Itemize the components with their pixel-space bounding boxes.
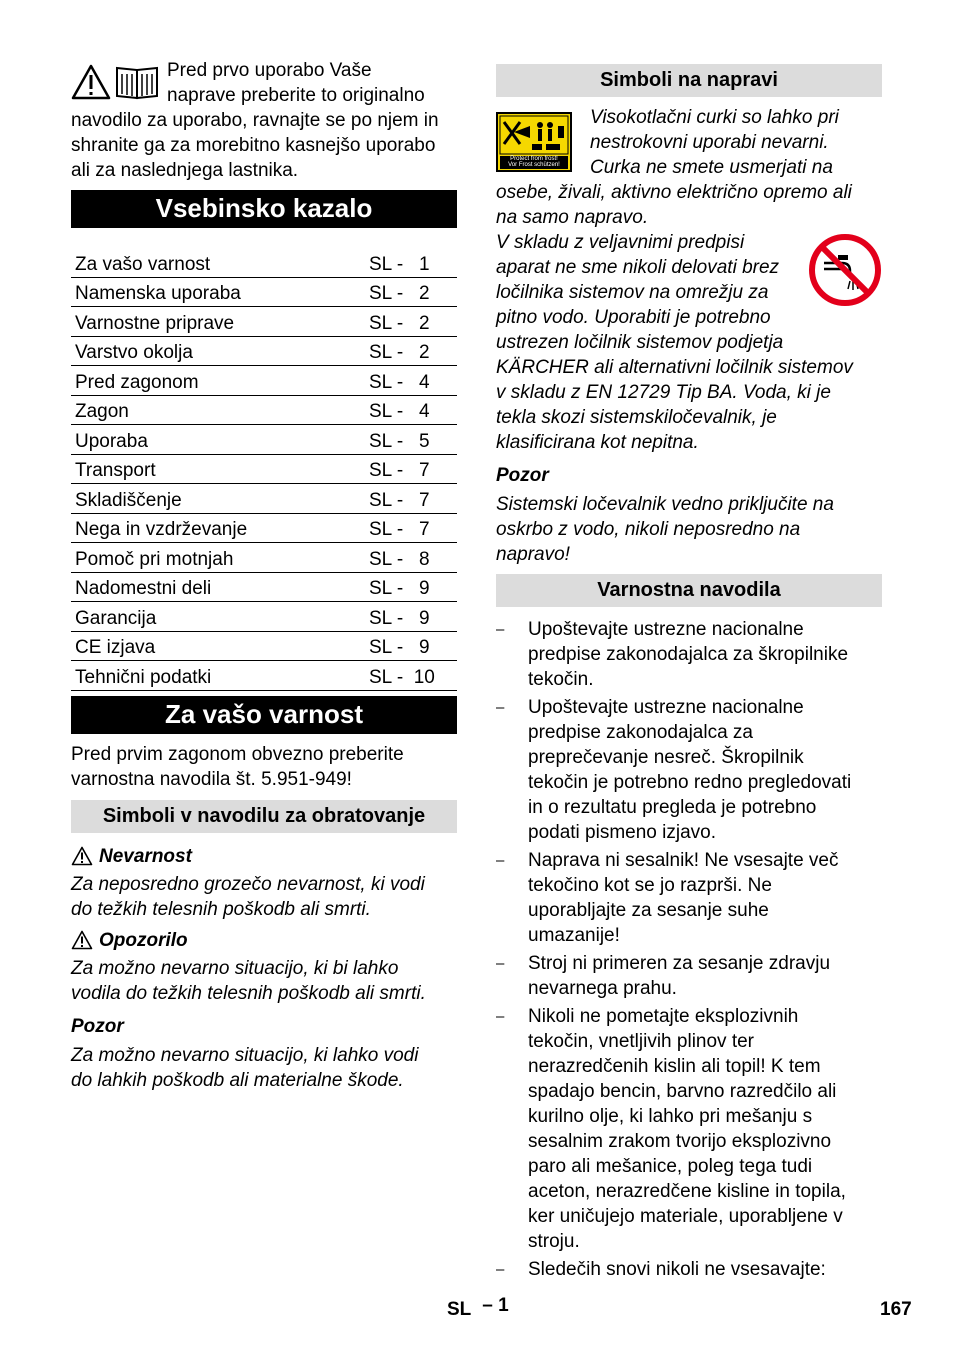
toc-label: Uporaba xyxy=(71,425,365,455)
list-item-line: paro ali mešanice, poleg tega tudi xyxy=(528,1156,813,1177)
toc-row[interactable] xyxy=(71,307,457,337)
safety-instructions-heading: Varnostna navodila xyxy=(496,574,882,607)
toc-page: SL - 9 xyxy=(365,572,457,602)
toc-label: Za vašo varnost xyxy=(71,248,365,277)
list-item xyxy=(496,695,882,845)
toc-page: SL - 7 xyxy=(365,484,457,514)
label-text xyxy=(500,156,568,168)
list-item-line: – Naprava ni sesalnik! Ne vsesajte več xyxy=(528,850,839,871)
danger-text-line: do težkih telesnih poškodb ali smrti. xyxy=(71,898,371,920)
toc-label: Zagon xyxy=(71,395,365,425)
jet-text-line: Visokotlačni curki so lahko pri xyxy=(590,107,839,128)
toc-page: SL - 5 xyxy=(365,425,457,455)
footer-section-page: – 1 xyxy=(482,1295,509,1316)
list-item xyxy=(496,951,882,1001)
toc-page: SL - 2 xyxy=(365,277,457,307)
footer-lang: SL xyxy=(447,1299,471,1320)
toc-row[interactable] xyxy=(71,336,457,366)
toc-label: Pomoč pri motnjah xyxy=(71,543,365,573)
list-item-line: – Upoštevajte ustrezne nacionalne xyxy=(528,697,804,718)
label-text-line: Protect from frost! xyxy=(510,156,558,162)
toc-page: SL - 9 xyxy=(365,602,457,632)
toc-label: Garancija xyxy=(71,602,365,632)
list-item-line: kurilno olje, ki lahko pri mešanju s xyxy=(528,1106,813,1127)
caution-block xyxy=(71,1014,457,1093)
warning-triangle-icon xyxy=(73,66,109,98)
intro-line: naprave preberite to originalno xyxy=(167,85,425,106)
toc-page: SL - 2 xyxy=(365,336,457,366)
safety-heading: Za vašo varnost xyxy=(71,696,457,734)
jet-warning-block xyxy=(496,105,882,230)
toc-label: Nadomestni deli xyxy=(71,572,365,602)
caution-label: Pozor xyxy=(71,1015,124,1037)
warning-triangle-icon xyxy=(71,930,93,950)
warning-text-line: vodila do težkih telesnih poškodb ali smrti. xyxy=(71,982,426,1004)
toc-row[interactable] xyxy=(71,454,457,484)
list-item xyxy=(496,617,882,692)
separator-text-line: ločilnika sistemov na omrežju za xyxy=(496,282,769,303)
danger-label: Nevarnost xyxy=(99,845,192,867)
list-item-line: nevarnega prahu. xyxy=(528,978,677,999)
separator-text-line: ustrezen ločilnik sistemov podjetja xyxy=(496,332,784,353)
separator-block xyxy=(496,230,882,455)
warning-triangle-icon xyxy=(71,846,93,866)
danger-head xyxy=(71,844,457,869)
separator-text-line: v skladu z EN 12729 Tip BA. Voda, ki je xyxy=(496,382,831,403)
list-item-line: sesalnim zrakom tvorijo eksplozivno xyxy=(528,1131,832,1152)
list-item xyxy=(496,1257,882,1282)
list-item-line: uporabljajte za sesanje suhe xyxy=(528,900,769,921)
intro-line: shranite ga za morebitno kasnejšo uporabo xyxy=(71,135,436,156)
toc-row[interactable] xyxy=(71,277,457,307)
page-number: 167 xyxy=(880,1299,912,1320)
device-caution-text-line: napravo! xyxy=(496,544,570,565)
toc-page: SL - 1 xyxy=(365,248,457,277)
list-item-line: aceton, nerazredčene kisline in topila, xyxy=(528,1181,846,1202)
list-item-line: stroju. xyxy=(528,1231,580,1252)
toc-row[interactable] xyxy=(71,513,457,543)
toc-page: SL - 8 xyxy=(365,543,457,573)
intro-notice xyxy=(71,58,457,183)
toc-label: Pred zagonom xyxy=(71,366,365,396)
device-caution-block xyxy=(496,463,882,567)
device-caution-label: Pozor xyxy=(496,465,549,486)
toc-label: Transport xyxy=(71,454,365,484)
caution-text-line: Za možno nevarno situacijo, ki lahko vodi xyxy=(71,1044,419,1066)
jet-text-line: osebe, živali, aktivno električno opremo ali xyxy=(496,182,852,203)
separator-text-line: pitno vodo. Uporabiti je potrebno xyxy=(496,307,771,328)
toc-row[interactable] xyxy=(71,631,457,661)
intro-line: Pred prvo uporabo Vaše xyxy=(167,60,372,81)
warning-text-line: Za možno nevarno situacijo, ki bi lahko xyxy=(71,957,399,979)
toc-label: Varnostne priprave xyxy=(71,307,365,337)
intro-icons xyxy=(71,64,161,100)
toc-row[interactable] xyxy=(71,395,457,425)
left-column xyxy=(71,58,457,1093)
separator-text-line: tekla skozi sistemskiločevalnik, je xyxy=(496,407,777,428)
toc-row[interactable] xyxy=(71,248,457,277)
toc-row[interactable] xyxy=(71,572,457,602)
toc-row[interactable] xyxy=(71,543,457,573)
list-item xyxy=(496,848,882,948)
footer-section xyxy=(447,1297,509,1322)
toc-page: SL - 9 xyxy=(365,631,457,661)
device-caution-text-line: oskrbo z vodo, nikoli neposredno na xyxy=(496,519,801,540)
toc-label: Nega in vzdrževanje xyxy=(71,513,365,543)
toc-label: Varstvo okolja xyxy=(71,336,365,366)
device-caution-text-line: Sistemski ločevalnik vedno priključite na xyxy=(496,494,834,515)
intro-line: ali za naslednjega lastnika. xyxy=(71,160,299,181)
list-item-line: tekočin. xyxy=(528,669,594,690)
list-item-line: ker uničujejo materiale, uporabljene v xyxy=(528,1206,843,1227)
toc-page: SL - 10 xyxy=(365,661,457,691)
toc-label: Tehnični podatki xyxy=(71,661,365,691)
list-item-line: spadajo bencin, barvno razredčilo ali xyxy=(528,1081,837,1102)
safety-instructions-list xyxy=(496,617,882,1282)
list-item-line: podati pismeno izjavo. xyxy=(528,822,716,843)
list-item-line: tekočin, vnetljivih plinov ter xyxy=(528,1031,754,1052)
caution-text-line: do lahkih poškodb ali materialne škode. xyxy=(71,1069,404,1091)
toc-row[interactable] xyxy=(71,366,457,396)
list-item-line: in o rezultatu pregleda je potrebno xyxy=(528,797,817,818)
list-item-line: – Upoštevajte ustrezne nacionalne xyxy=(528,619,804,640)
intro-line: navodilo za uporabo, ravnajte se po njem in xyxy=(71,110,439,131)
toc-heading: Vsebinsko kazalo xyxy=(71,190,457,228)
right-column xyxy=(496,64,882,1285)
separator-text-line: klasificirana kot nepitna. xyxy=(496,432,699,453)
toc-page: SL - 7 xyxy=(365,513,457,543)
separator-text-line: aparat ne sme nikoli delovati brez xyxy=(496,257,780,278)
warning-head xyxy=(71,928,457,953)
list-item-line: preprečevanje nesreč. Škropilnik xyxy=(528,747,804,768)
separator-text-line: KÄRCHER ali alternativni ločilnik sistemov xyxy=(496,357,853,378)
toc-label: CE izjava xyxy=(71,631,365,661)
toc-row[interactable] xyxy=(71,661,457,691)
list-item-line: – Stroj ni primeren za sesanje zdravju xyxy=(528,953,831,974)
safety-intro-line: Pred prvim zagonom obvezno preberite xyxy=(71,743,404,765)
jet-text-line: nestrokovni uporabi nevarni. xyxy=(590,132,829,153)
toc-label: Skladiščenje xyxy=(71,484,365,514)
list-item-line: – Sledečih snovi nikoli ne vsesavajte: xyxy=(528,1259,826,1280)
list-item xyxy=(496,1004,882,1254)
toc-page: SL - 4 xyxy=(365,395,457,425)
list-item-line: predpise zakonodajalca za škropilnike xyxy=(528,644,849,665)
toc-row[interactable] xyxy=(71,484,457,514)
list-item-line: predpise zakonodajalca za xyxy=(528,722,753,743)
symbols-manual-heading: Simboli v navodilu za obratovanje xyxy=(71,800,457,833)
separator-text-line: V skladu z veljavnimi predpisi xyxy=(496,232,745,253)
toc-page: SL - 7 xyxy=(365,454,457,484)
warning-label: Opozorilo xyxy=(99,929,188,951)
toc-page: SL - 4 xyxy=(365,366,457,396)
list-item-line: umazanije! xyxy=(528,925,620,946)
toc-label: Namenska uporaba xyxy=(71,277,365,307)
list-item-line: – Nikoli ne pometajte eksplozivnih xyxy=(528,1006,799,1027)
list-item-line: tekočino kot se jo razprši. Ne xyxy=(528,875,772,896)
device-symbols-heading: Simboli na napravi xyxy=(496,64,882,97)
label-text-line: Vor Frost schützen! xyxy=(508,162,560,168)
danger-block xyxy=(71,844,457,922)
list-item-line: tekočin je potrebno redno pregledovati xyxy=(528,772,852,793)
manual-book-icon xyxy=(117,68,157,98)
jet-text-line: na samo napravo. xyxy=(496,207,649,228)
list-item-line: nerazredčenih kislin ali topil! K tem xyxy=(528,1056,821,1077)
safety-intro-line: varnostna navodila št. 5.951-949! xyxy=(71,768,352,790)
no-drinking-water-icon xyxy=(808,233,882,307)
toc-row[interactable] xyxy=(71,602,457,632)
safety-intro xyxy=(71,742,457,792)
jet-text-line: Curka ne smete usmerjati na xyxy=(590,157,833,178)
danger-text-line: Za neposredno grozečo nevarnost, ki vodi xyxy=(71,873,425,895)
toc-table xyxy=(71,248,457,691)
toc-page: SL - 2 xyxy=(365,307,457,337)
toc-row[interactable] xyxy=(71,425,457,455)
warning-block xyxy=(71,928,457,1006)
